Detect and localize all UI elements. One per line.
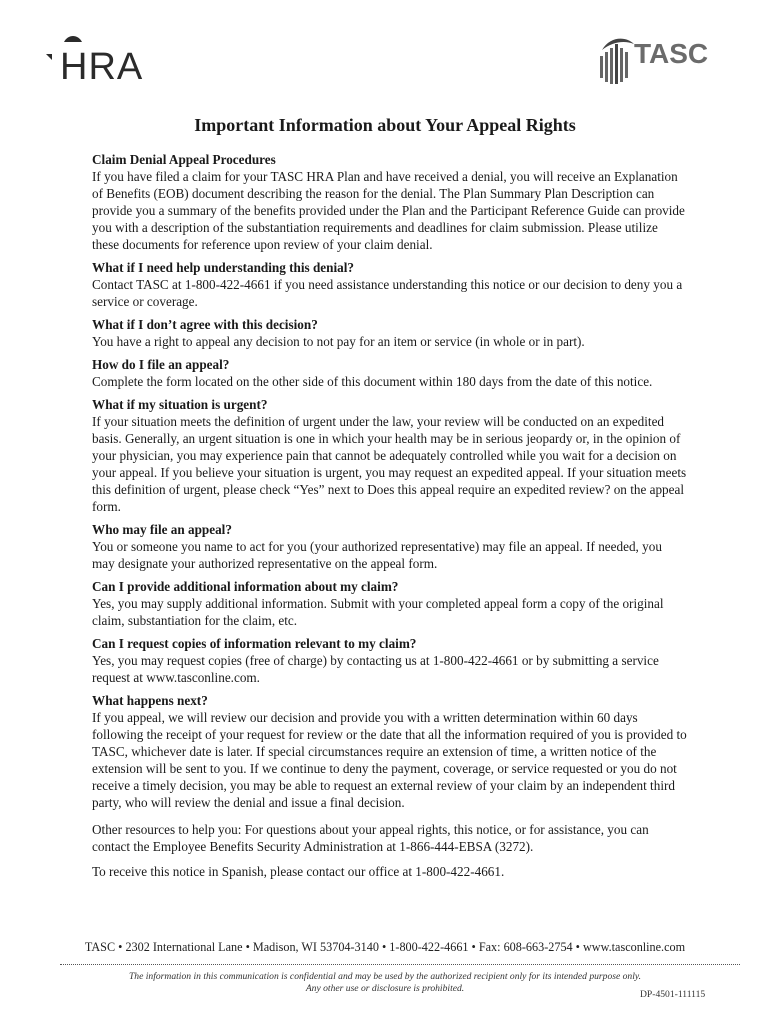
section-who-may-file: [92, 521, 687, 572]
section-claim-denial: [92, 151, 687, 253]
section-text: Contact TASC at 1-800-422-4661 if you need assistance understanding this notice or our decision to deny you a service or coverage.: [92, 277, 683, 309]
hra-logo-text: HRA: [60, 46, 144, 88]
section-help-understanding: [92, 259, 687, 310]
other-resources-text: Other resources to help you: For questions about your appeal rights, this notice, or for assistance, you can contact the Employee Benefits Security Administration at 1-866-444-EBSA (3272).: [92, 822, 649, 854]
section-heading: Claim Denial Appeal Procedures: [92, 152, 276, 167]
section-text: Complete the form located on the other side of this document within 180 days from the date of this notice.: [92, 374, 653, 389]
tasc-logo-text: TASC: [634, 38, 709, 69]
section-disagree: [92, 316, 687, 350]
tasc-logo: [596, 30, 726, 90]
section-text: If you appeal, we will review our decision and provide you with a written determination within 60 days following the receipt of your request for review or the date that all the information required of you is provided to TASC, whichever date is later. If special circumstances require an extension of time, a written notice of the extension will be sent to you. If we continue to deny the payment, coverage, or service requested or you do not receive a timely decision, you may be able to request an external review of your claim by an independent third party, who will review the denial and issue a final decision.: [92, 710, 687, 810]
section-what-next: [92, 692, 687, 811]
section-heading: What if I need help understanding this denial?: [92, 260, 354, 275]
tasc-emblem-icon: [596, 30, 636, 90]
section-text: You or someone you name to act for you (your authorized representative) may file an appeal. If needed, you may designate your authorized representative on the appeal form.: [92, 539, 662, 571]
section-heading: Can I request copies of information relevant to my claim?: [92, 636, 417, 651]
spanish-notice-text: To receive this notice in Spanish, please contact our office at 1-800-422-4661.: [92, 864, 505, 879]
document-number: DP-4501-111115: [640, 989, 706, 1000]
section-text: If your situation meets the definition of urgent under the law, your review will be conducted on an expedited basis. Generally, an urgent situation is one in which your health may be in serious jeopardy or, in the opinion of your physician, you may experience pain that cannot be adequately controlled while you wait for a decision on your appeal. If you believe your situation is urgent, you may request an expedited appeal. If your situation meets this definition of urgent, please check “Yes” next to Does this appeal require an expedited review? on the appeal form.: [92, 414, 687, 514]
section-text: If you have filed a claim for your TASC HRA Plan and have received a denial, you will receive an Explanation of Benefits (EOB) document describing the reason for the denial. The Plan Summary Plan Description can provide you a summary of the benefits provided under the Plan and the Participant Reference Guide can provide you with a description of the substantiation requirements and deadlines for claim submission. Please utilize these documents for reference upon review of your claim denial.: [92, 169, 685, 252]
footer-divider: [60, 964, 740, 965]
section-urgent: [92, 396, 687, 515]
section-request-copies: [92, 635, 687, 686]
disclaimer-line-2: Any other use or disclosure is prohibited.: [305, 983, 465, 994]
hra-logo: [44, 30, 154, 90]
document-body: [92, 151, 687, 888]
section-text: You have a right to appeal any decision to not pay for an item or service (in whole or in part).: [92, 334, 585, 349]
footer-address: TASC • 2302 International Lane • Madison, WI 53704-3140 • 1-800-422-4661 • Fax: 608-663-2754 • www.tasconline.com: [84, 940, 686, 954]
page-title: Important Information about Your Appeal Rights: [194, 115, 576, 135]
section-additional-info: [92, 578, 687, 629]
footer-disclaimer: [100, 971, 670, 995]
section-heading: What if my situation is urgent?: [92, 397, 268, 412]
section-file-appeal: [92, 356, 687, 390]
section-text: Yes, you may request copies (free of charge) by contacting us at 1-800-422-4661 or by submitting a service request at www.tasconline.com.: [92, 653, 659, 685]
section-heading: What happens next?: [92, 693, 208, 708]
section-heading: What if I don’t agree with this decision?: [92, 317, 318, 332]
section-text: Yes, you may supply additional information. Submit with your completed appeal form a copy of the original claim, substantiation for the claim, etc.: [92, 596, 664, 628]
section-heading: How do I file an appeal?: [92, 357, 230, 372]
disclaimer-line-1: The information in this communication is confidential and may be used by the authorized recipient only for its intended purpose only.: [128, 971, 642, 982]
section-heading: Who may file an appeal?: [92, 522, 232, 537]
section-heading: Can I provide additional information about my claim?: [92, 579, 399, 594]
